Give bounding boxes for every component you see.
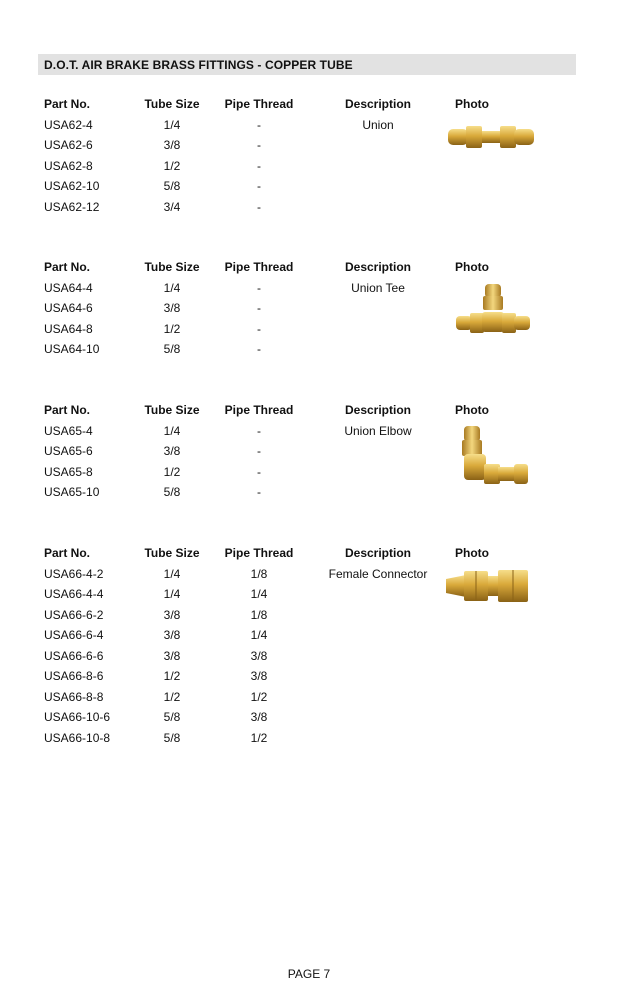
pipe-thread: - (257, 199, 261, 214)
part-number: USA62-8 (44, 158, 93, 173)
table-row (0, 342, 618, 362)
table-row (0, 628, 618, 648)
header-pipe-thread: Pipe Thread (224, 260, 294, 274)
part-number: USA66-8-6 (44, 669, 104, 683)
tube-size: 1/4 (163, 280, 181, 295)
pipe-thread: 3/8 (250, 669, 268, 683)
description: Union Elbow (344, 423, 412, 438)
tube-size: 1/4 (163, 566, 181, 581)
part-number: USA62-4 (44, 117, 93, 132)
description: Female Connector (328, 566, 428, 581)
pipe-thread: - (257, 321, 261, 336)
table-header-row (0, 403, 618, 423)
pipe-thread: - (257, 485, 261, 499)
tube-size: 1/4 (163, 587, 181, 601)
brass-female-connector-icon (444, 566, 530, 606)
brass-union-icon (446, 120, 536, 156)
header-part-no: Part No. (44, 97, 91, 111)
header-description: Description (344, 97, 412, 111)
header-tube-size: Tube Size (144, 403, 200, 417)
table-row (0, 608, 618, 628)
pipe-thread: 1/4 (250, 587, 268, 601)
table-row (0, 485, 618, 505)
part-number: USA65-10 (44, 485, 100, 499)
tube-size: 5/8 (163, 179, 181, 193)
header-part-no: Part No. (44, 546, 91, 560)
header-tube-size: Tube Size (144, 97, 200, 111)
tube-size: 3/4 (163, 199, 181, 214)
header-pipe-thread: Pipe Thread (224, 97, 294, 111)
part-number: USA64-4 (44, 280, 93, 295)
pipe-thread: 1/2 (250, 689, 268, 704)
pipe-thread: - (257, 444, 261, 458)
tube-size: 5/8 (163, 710, 181, 724)
header-part-no: Part No. (44, 403, 91, 417)
table-header-row (0, 260, 618, 280)
tube-size: 5/8 (163, 342, 181, 356)
header-pipe-thread: Pipe Thread (224, 546, 294, 560)
tube-size: 1/2 (163, 321, 181, 336)
header-photo: Photo (455, 546, 489, 560)
part-number: USA66-6-6 (44, 648, 104, 663)
tube-size: 5/8 (163, 485, 181, 499)
pipe-thread: 1/8 (250, 566, 268, 581)
table-row (0, 649, 618, 669)
part-number: USA62-6 (44, 138, 93, 152)
tube-size: 1/2 (163, 158, 181, 173)
pipe-thread: - (257, 117, 261, 132)
header-pipe-thread: Pipe Thread (224, 403, 294, 417)
part-number: USA66-4-2 (44, 566, 104, 581)
part-number: USA66-4-4 (44, 587, 104, 601)
tube-size: 3/8 (163, 607, 181, 622)
pipe-thread: 3/8 (250, 648, 268, 663)
header-description: Description (344, 260, 412, 274)
part-number: USA64-10 (44, 342, 100, 356)
tube-size: 3/8 (163, 628, 181, 642)
tube-size: 3/8 (163, 301, 181, 315)
header-photo: Photo (455, 403, 489, 417)
tube-size: 3/8 (163, 444, 181, 458)
pipe-thread: - (257, 423, 261, 438)
header-description: Description (344, 403, 412, 417)
part-number: USA65-6 (44, 444, 93, 458)
tube-size: 1/2 (163, 464, 181, 479)
part-number: USA64-6 (44, 301, 93, 315)
tube-size: 3/8 (163, 138, 181, 152)
pipe-thread: 1/4 (250, 628, 268, 642)
description: Union (362, 117, 394, 132)
tube-size: 1/2 (163, 689, 181, 704)
pipe-thread: - (257, 158, 261, 173)
header-photo: Photo (455, 260, 489, 274)
table-row (0, 200, 618, 220)
part-number: USA66-6-4 (44, 628, 104, 642)
section-title-bar (38, 54, 576, 75)
header-tube-size: Tube Size (144, 546, 200, 560)
part-number: USA62-10 (44, 179, 100, 193)
pipe-thread: 3/8 (250, 710, 268, 724)
description: Union Tee (351, 280, 405, 295)
table-row (0, 710, 618, 730)
part-number: USA66-10-8 (44, 730, 111, 745)
pipe-thread: - (257, 138, 261, 152)
header-description: Description (344, 546, 412, 560)
page-number: PAGE 7 (287, 967, 331, 981)
part-number: USA66-8-8 (44, 689, 104, 704)
header-photo: Photo (455, 97, 489, 111)
pipe-thread: - (257, 342, 261, 356)
pipe-thread: - (257, 179, 261, 193)
table-header-row (0, 546, 618, 566)
part-number: USA64-8 (44, 321, 93, 336)
part-number: USA65-4 (44, 423, 93, 438)
part-number: USA65-8 (44, 464, 93, 479)
tube-size: 3/8 (163, 648, 181, 663)
table-row (0, 669, 618, 689)
part-number: USA66-10-6 (44, 710, 111, 724)
header-part-no: Part No. (44, 260, 91, 274)
tube-size: 1/2 (163, 669, 181, 683)
table-row (0, 690, 618, 710)
header-tube-size: Tube Size (144, 260, 200, 274)
table-row (0, 731, 618, 751)
tube-size: 5/8 (163, 730, 181, 745)
brass-union-elbow-icon (460, 424, 530, 488)
tube-size: 1/4 (163, 117, 181, 132)
pipe-thread: - (257, 301, 261, 315)
pipe-thread: - (257, 280, 261, 295)
part-number: USA66-6-2 (44, 607, 104, 622)
page-title: D.O.T. AIR BRAKE BRASS FITTINGS - COPPER TUBE (44, 58, 353, 72)
pipe-thread: 1/8 (250, 607, 268, 622)
table-row (0, 179, 618, 199)
brass-union-tee-icon (454, 282, 532, 338)
part-number: USA62-12 (44, 199, 100, 214)
table-row (0, 159, 618, 179)
tube-size: 1/4 (163, 423, 181, 438)
table-header-row (0, 97, 618, 117)
pipe-thread: 1/2 (250, 730, 268, 745)
pipe-thread: - (257, 464, 261, 479)
